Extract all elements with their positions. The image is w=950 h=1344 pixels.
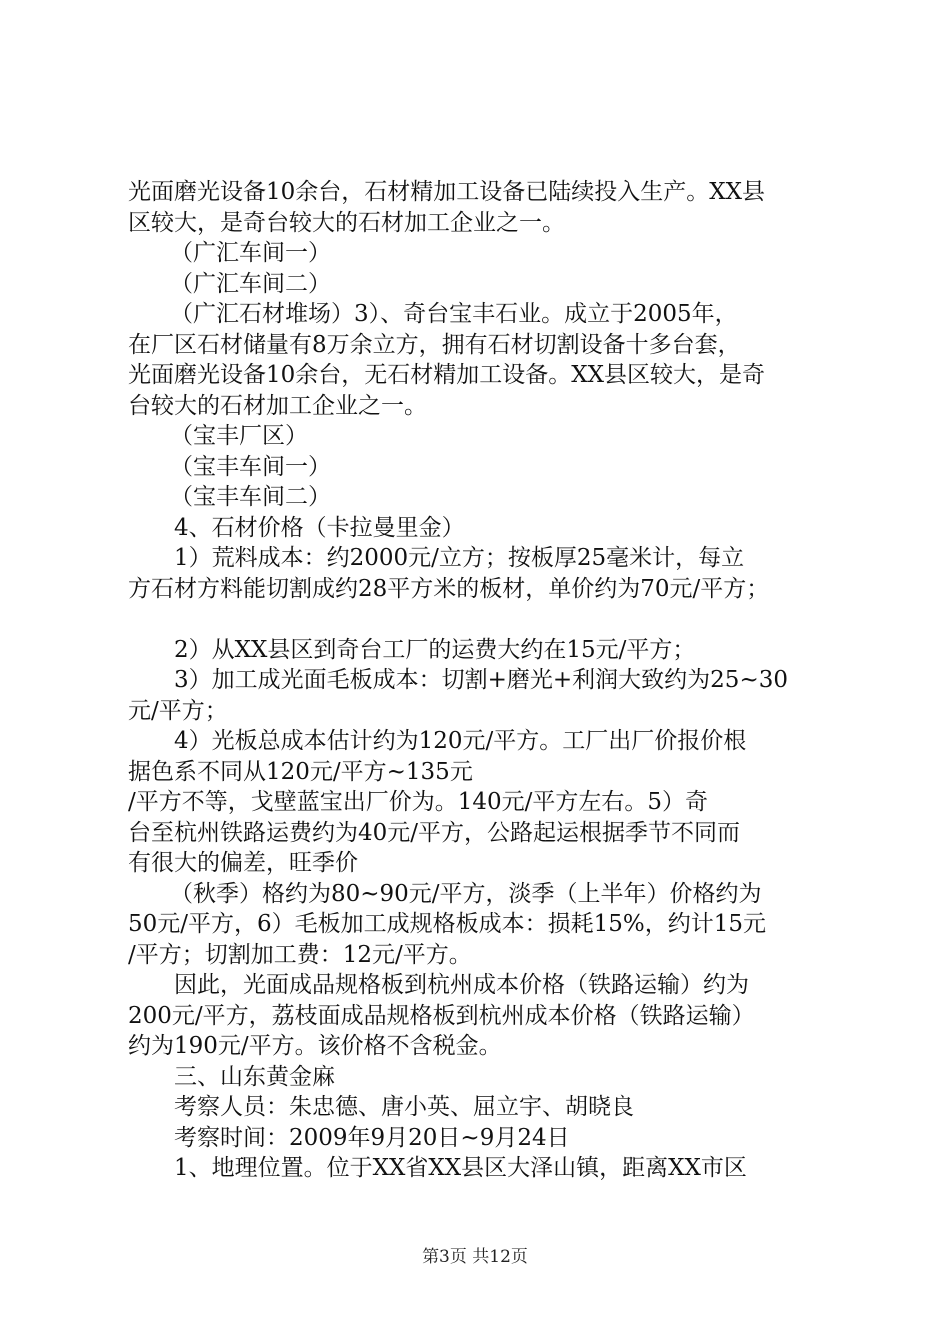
text-line: 光面磨光设备10余台，石材精加工设备已陆续投入生产。XX县 [128,179,766,205]
text-line: （广汇车间一） [170,240,331,266]
text-line: 50元/平方，6）毛板加工成规格板成本：损耗15%，约计15元 [128,911,767,937]
page-number-footer: 第3页 共12页 [422,1247,528,1267]
text-line: 1）荒料成本：约2000元/立方；按板厚25毫米计，每立 [174,545,745,571]
text-line: 考察人员：朱忠德、唐小英、屈立宇、胡晓良 [174,1094,634,1120]
text-line: 区较大，是奇台较大的石材加工企业之一。 [128,209,565,236]
text-line: 因此，光面成品规格板到杭州成本价格（铁路运输）约为 [174,972,749,998]
text-line: 有很大的偏差，旺季价 [128,850,358,876]
section-heading: 三、山东黄金麻 [174,1063,335,1090]
document-body [128,177,843,1184]
text-line: 台至杭州铁路运费约为40元/平方，公路起运根据季节不同而 [128,819,741,846]
text-line: 200元/平方，荔枝面成品规格板到杭州成本价格（铁路运输） [128,1002,755,1029]
text-line: 考察时间：2009年9月20日~9月24日 [174,1124,570,1151]
text-line: /平方；切割加工费：12元/平方。 [128,941,472,968]
text-line: 约为190元/平方。该价格不含税金。 [128,1033,502,1059]
blank-line [128,604,843,635]
text-line: （广汇车间二） [170,270,331,297]
text-line: 方石材方料能切割成约28平方米的板材，单价约为70元/平方； [128,575,770,602]
text-line: 元/平方； [128,697,228,724]
text-line: 3）加工成光面毛板成本：切割+磨光+利润大致约为25~30 [174,667,788,693]
section-heading: 4、石材价格（卡拉曼里金） [174,514,465,541]
text-line: 2）从XX县区到奇台工厂的运费大约在15元/平方； [174,636,696,663]
text-line: （宝丰厂区） [170,423,308,449]
text-line: （秋季）格约为80~90元/平方，淡季（上半年）价格约为 [170,880,762,907]
text-line: 在厂区石材储量有8万余立方，拥有石材切割设备十多台套， [128,331,741,358]
text-line: 光面磨光设备10余台，无石材精加工设备。XX县区较大，是奇 [128,362,766,388]
text-line: 1、地理位置。位于XX省XX县区大泽山镇，距离XX市区 [174,1155,747,1181]
text-line: （宝丰车间二） [170,484,331,510]
text-line: （宝丰车间一） [170,453,331,480]
text-line: 4）光板总成本估计约为120元/平方。工厂出厂价报价根 [174,728,747,754]
text-line: 据色系不同从120元/平方~135元 [128,758,473,785]
text-line: （广汇石材堆场）3）、奇台宝丰石业。成立于2005年， [170,301,738,327]
text-line: 台较大的石材加工企业之一。 [128,392,427,419]
text-line: /平方不等，戈壁蓝宝出厂价为。140元/平方左右。5）奇 [128,789,709,815]
